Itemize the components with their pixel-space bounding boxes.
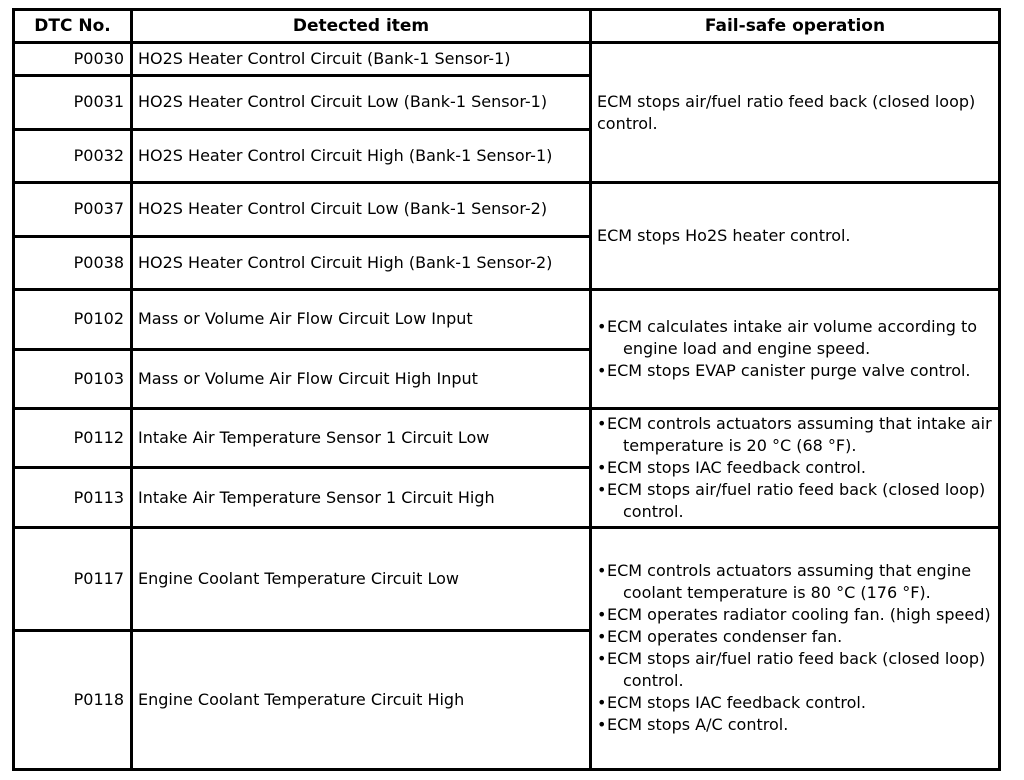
detected-item: Engine Coolant Temperature Circuit Low [132,527,591,630]
dtc-code: P0038 [14,236,132,289]
fail-safe-operation: ECM stops Ho2S heater control. [591,183,1000,290]
detected-item: Mass or Volume Air Flow Circuit Low Input [132,290,591,349]
header-dtc-no: DTC No. [14,10,132,43]
detected-item: HO2S Heater Control Circuit Low (Bank-1 Sensor-2) [132,183,591,236]
fail-safe-bullet: • ECM stops air/fuel ratio feed back (closed loop) control. [597,479,996,523]
dtc-code: P0031 [14,76,132,129]
fail-safe-operation [591,408,1000,527]
fail-safe-operation [591,527,1000,769]
header-fail-safe-operation: Fail-safe operation [591,10,1000,43]
fail-safe-bullet: • ECM calculates intake air volume according to engine load and engine speed. [597,316,996,360]
dtc-failsafe-table [12,8,1001,771]
fail-safe-bullet: • ECM stops A/C control. [597,714,996,736]
dtc-code: P0117 [14,527,132,630]
header-row [14,10,1000,43]
table-row [14,408,1000,467]
fail-safe-bullet: • ECM stops EVAP canister purge valve control. [597,360,996,382]
detected-item: HO2S Heater Control Circuit Low (Bank-1 Sensor-1) [132,76,591,129]
fail-safe-operation [591,290,1000,409]
dtc-code: P0113 [14,468,132,527]
table-row [14,183,1000,236]
fail-safe-bullet: • ECM controls actuators assuming that engine coolant temperature is 80 °C (176 °F). [597,560,996,604]
fail-safe-bullet-list [597,413,996,523]
fail-safe-bullet: • ECM controls actuators assuming that intake air temperature is 20 °C (68 °F). [597,413,996,457]
table-row [14,43,1000,76]
fail-safe-bullet: • ECM operates radiator cooling fan. (high speed) [597,604,996,626]
detected-item: Intake Air Temperature Sensor 1 Circuit High [132,468,591,527]
dtc-code: P0037 [14,183,132,236]
table-row [14,290,1000,349]
fail-safe-bullet: • ECM stops air/fuel ratio feed back (closed loop) control. [597,648,996,692]
fail-safe-bullet-list [597,316,996,382]
fail-safe-bullet: • ECM stops IAC feedback control. [597,692,996,714]
detected-item: Engine Coolant Temperature Circuit High [132,630,591,769]
dtc-code: P0032 [14,129,132,182]
fail-safe-bullet: • ECM stops IAC feedback control. [597,457,996,479]
fail-safe-bullet: • ECM operates condenser fan. [597,626,996,648]
dtc-code: P0112 [14,408,132,467]
detected-item: HO2S Heater Control Circuit High (Bank-1 Sensor-2) [132,236,591,289]
fail-safe-bullet-list [597,560,996,736]
detected-item: Mass or Volume Air Flow Circuit High Input [132,349,591,408]
dtc-code: P0030 [14,43,132,76]
dtc-code: P0103 [14,349,132,408]
dtc-code: P0102 [14,290,132,349]
dtc-code: P0118 [14,630,132,769]
detected-item: Intake Air Temperature Sensor 1 Circuit Low [132,408,591,467]
detected-item: HO2S Heater Control Circuit High (Bank-1 Sensor-1) [132,129,591,182]
table-row [14,527,1000,630]
header-detected-item: Detected item [132,10,591,43]
fail-safe-operation: ECM stops air/fuel ratio feed back (closed loop) control. [591,43,1000,183]
detected-item: HO2S Heater Control Circuit (Bank-1 Sensor-1) [132,43,591,76]
